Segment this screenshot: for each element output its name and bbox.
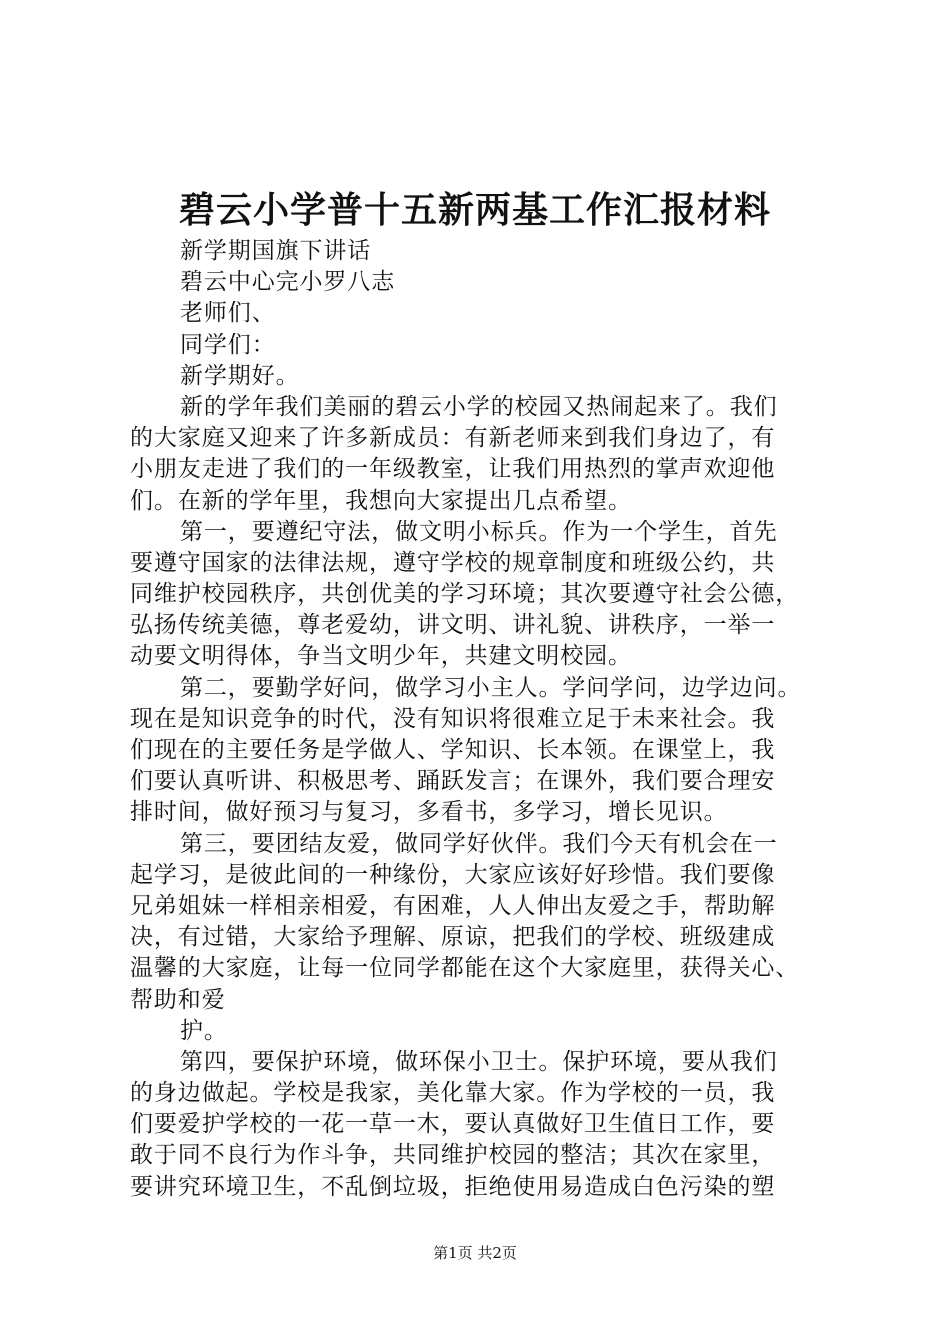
- page-footer: 第1页 共2页: [433, 1244, 517, 1262]
- text-line: 的身边做起。学校是我家，美化靠大家。作为学校的一员，我: [130, 1080, 776, 1107]
- text-line: 碧云中心完小罗八志: [180, 269, 396, 296]
- text-line: 同学们：: [180, 331, 276, 358]
- text-line: 现在是知识竞争的时代，没有知识将很难立足于未来社会。我: [130, 705, 776, 732]
- document-title: 碧云小学普十五新两基工作汇报材料: [178, 189, 771, 231]
- text-line: 第四，要保护环境，做环保小卫士。保护环境，要从我们: [180, 1048, 778, 1075]
- text-line: 护。: [180, 1017, 228, 1044]
- text-line: 小朋友走进了我们的一年级教室，让我们用热烈的掌声欢迎他: [130, 456, 776, 483]
- text-line: 新学期国旗下讲话: [180, 238, 372, 264]
- text-line: 第三，要团结友爱，做同学好伙伴。我们今天有机会在一: [180, 830, 778, 857]
- text-line: 要讲究环境卫生，不乱倒垃圾，拒绝使用易造成白色污染的塑: [130, 1173, 776, 1200]
- text-line: 们现在的主要任务是学做人、学知识、长本领。在课堂上，我: [130, 737, 776, 763]
- text-line: 新学期好。: [180, 362, 300, 389]
- text-line: 温馨的大家庭，让每一位同学都能在这个大家庭里，获得关心、: [130, 955, 800, 982]
- text-line: 第一，要遵纪守法，做文明小标兵。作为一个学生，首先: [180, 518, 778, 545]
- document-body: [130, 236, 850, 1203]
- text-line: 们。在新的学年里，我想向大家提出几点希望。: [130, 487, 632, 514]
- text-line: 弘扬传统美德，尊老爱幼，讲文明、讲礼貌、讲秩序，一举一: [130, 612, 776, 639]
- text-line: 新的学年我们美丽的碧云小学的校园又热闹起来了。我们: [180, 393, 778, 420]
- text-line: 第二，要勤学好问，做学习小主人。学问学问，边学边问。: [180, 674, 802, 701]
- text-line: 老师们、: [180, 300, 276, 327]
- text-line: 们要认真听讲、积极思考、踊跃发言；在课外，我们要合理安: [130, 768, 776, 795]
- text-line: 帮助和爱: [130, 986, 226, 1013]
- text-line: 要遵守国家的法律法规，遵守学校的规章制度和班级公约，共: [130, 549, 776, 576]
- text-line: 的大家庭又迎来了许多新成员：有新老师来到我们身边了，有: [130, 425, 776, 452]
- text-line: 排时间，做好预习与复习，多看书，多学习，增长见识。: [130, 799, 728, 826]
- text-line: 同维护校园秩序，共创优美的学习环境；其次要遵守社会公德，: [130, 581, 800, 608]
- text-line: 动要文明得体，争当文明少年，共建文明校园。: [130, 643, 632, 670]
- text-line: 决，有过错，大家给予理解、原谅，把我们的学校、班级建成: [130, 924, 776, 951]
- text-line: 敢于同不良行为作斗争，共同维护校园的整洁；其次在家里，: [130, 1142, 776, 1169]
- text-line: 们要爱护学校的一花一草一木，要认真做好卫生值日工作，要: [130, 1111, 776, 1138]
- text-line: 起学习，是彼此间的一种缘份，大家应该好好珍惜。我们要像: [130, 861, 776, 888]
- text-line: 兄弟姐妹一样相亲相爱，有困难，人人伸出友爱之手，帮助解: [130, 892, 776, 919]
